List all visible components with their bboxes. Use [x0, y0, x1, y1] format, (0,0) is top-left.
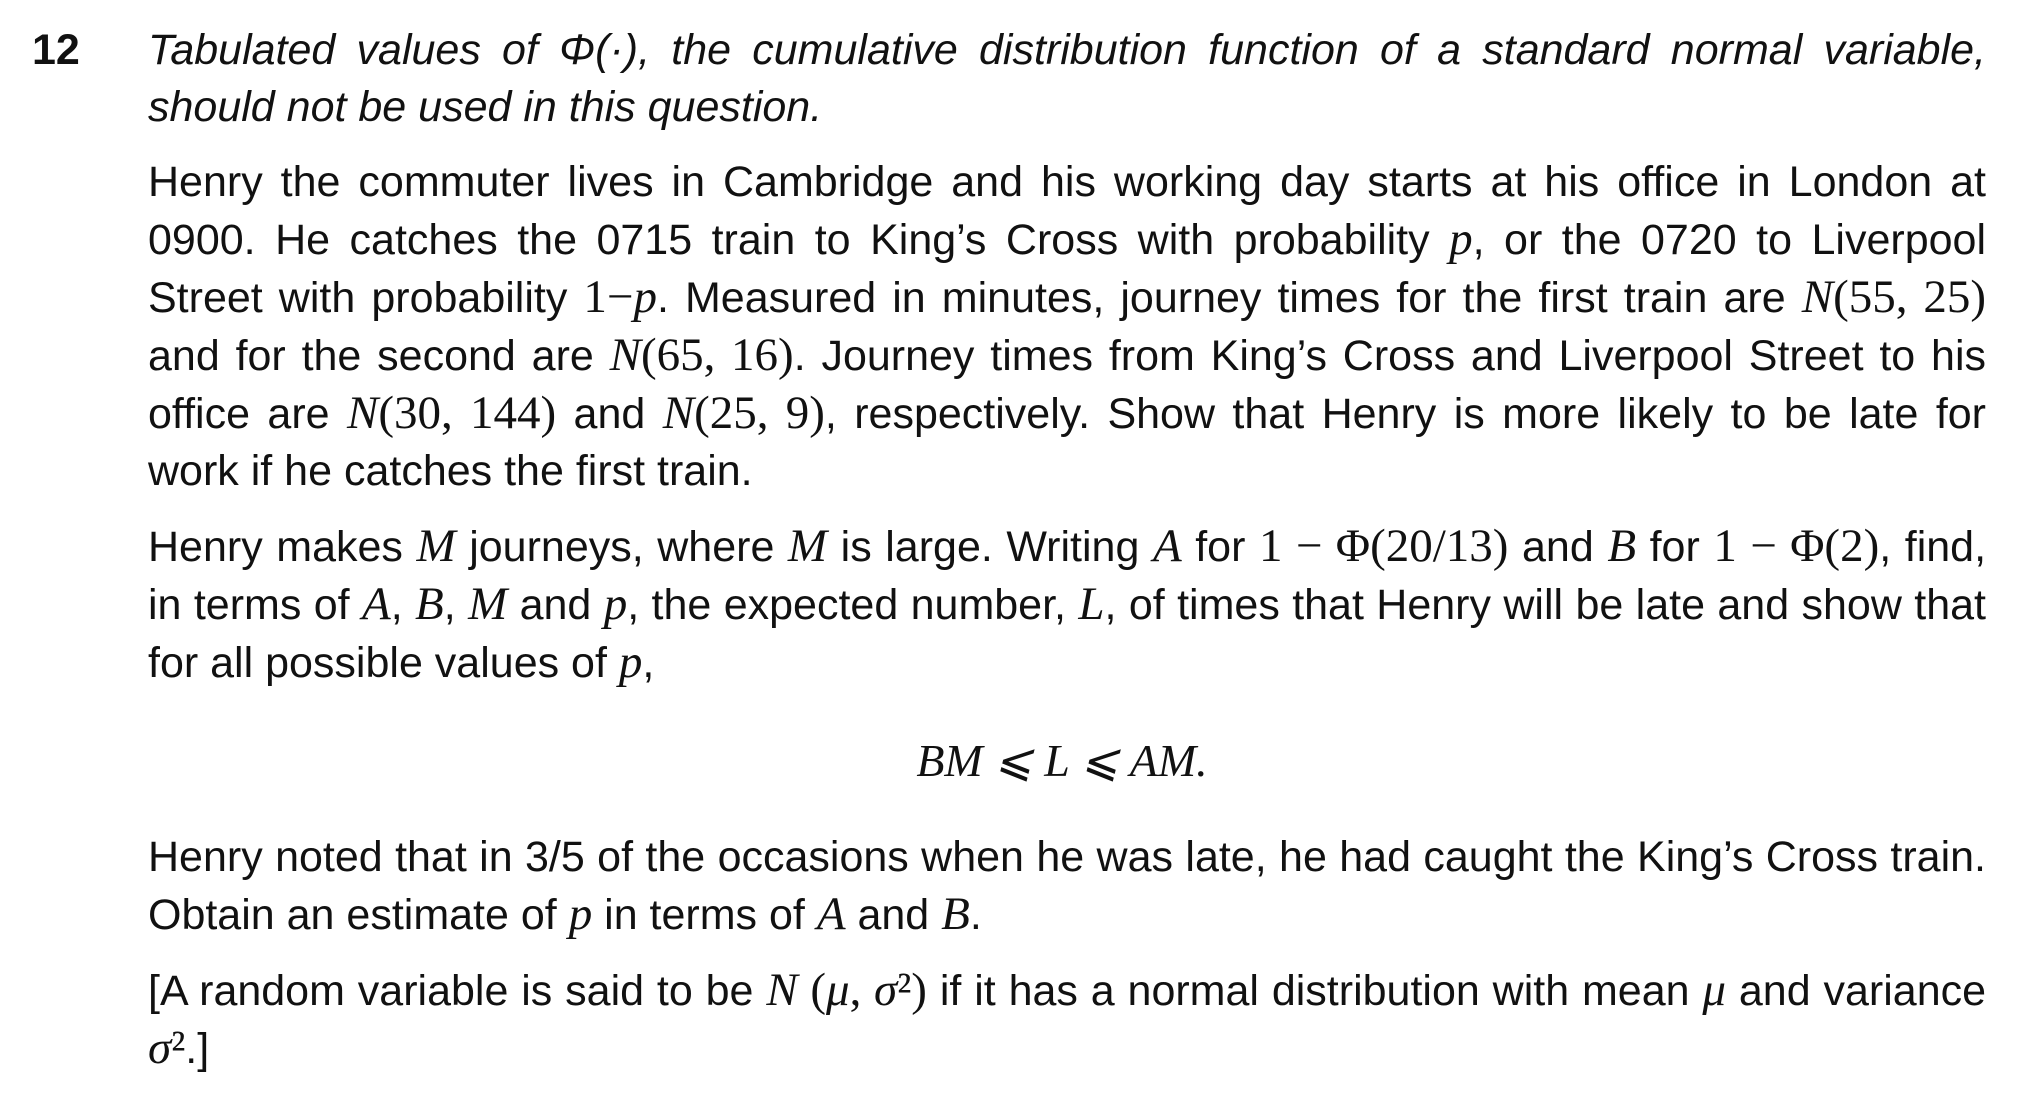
math-symbol: B: [415, 578, 444, 630]
text-run: for: [1181, 523, 1259, 571]
math-expression: (: [797, 964, 827, 1016]
text-run: Henry the commuter lives in Cambridge and his working day starts at his office in London at 0900. He catches the 0715 train to King’s Cross with probability: [148, 158, 1986, 264]
math-expression: ²): [897, 964, 927, 1016]
math-symbol: p: [1449, 213, 1473, 265]
math-symbol: N: [347, 387, 379, 439]
math-expression: 1−: [583, 271, 634, 323]
math-symbol: A: [816, 888, 846, 940]
text-run: if it has a normal distribution with mean: [926, 967, 1703, 1015]
text-run: ,: [390, 581, 416, 629]
math-expression: (55, 25): [1833, 271, 1986, 323]
paragraph-1: [148, 154, 1986, 500]
math-expression: (25, 9): [694, 387, 825, 439]
math-expression: (30, 144): [378, 387, 557, 439]
math-expression: (65, 16): [641, 329, 794, 381]
text-run: , or the 0720 to Liverpool Street with probability: [148, 216, 1986, 322]
text-run: Henry noted that in 3/5 of the occasions when he was late, he had caught the King’s Cross train. Obtain an estimate of: [148, 833, 1986, 939]
math-symbol: μ: [826, 964, 850, 1016]
math-symbol: A: [1152, 520, 1182, 572]
paragraph-4: [148, 962, 1986, 1078]
text-run: and variance: [1726, 967, 1987, 1015]
text-run: is large. Writing: [827, 523, 1153, 571]
math-expression: 1 − Φ(20/13): [1258, 520, 1509, 572]
text-run: and: [556, 390, 663, 438]
math-symbol: B: [941, 888, 970, 940]
text-run: , find, in terms of: [148, 523, 1987, 629]
text-run: . Journey times from King’s Cross and Liverpool Street to his office are: [148, 332, 1987, 438]
math-symbol: L: [1078, 578, 1105, 630]
text-run: and for the second are: [148, 332, 610, 380]
text-run: and: [845, 891, 942, 939]
math-expression: ²: [171, 1022, 186, 1074]
text-run: , of times that Henry will be late and show that for all possible values of: [148, 581, 1986, 687]
text-run: in terms of: [592, 891, 817, 939]
text-run: and: [507, 581, 604, 629]
text-run: .: [969, 891, 982, 939]
question-body: [148, 22, 1986, 1078]
math-symbol: A: [361, 578, 391, 630]
math-symbol: σ: [874, 964, 898, 1016]
math-symbol: N: [662, 387, 695, 439]
math-symbol: σ: [148, 1022, 172, 1074]
text-run: [A random variable is said to be: [148, 967, 767, 1015]
text-run: ,: [642, 639, 655, 687]
text-run: ,: [443, 581, 469, 629]
text-run: , the expected number,: [627, 581, 1079, 629]
text-run: for: [1636, 523, 1714, 571]
text-run: and: [1508, 523, 1608, 571]
text-run: .]: [185, 1025, 210, 1073]
text-run: journeys, where: [455, 523, 788, 571]
math-symbol: p: [633, 271, 657, 323]
question-number: 12: [32, 26, 80, 74]
math-symbol: M: [787, 520, 828, 572]
math-symbol: M: [416, 520, 456, 572]
math-symbol: N: [1801, 271, 1834, 323]
math-expression: 1 − Φ(2): [1713, 520, 1880, 572]
text-run: . Measured in minutes, journey times for the first train are: [656, 274, 1802, 322]
paragraph-3: [148, 829, 1986, 944]
question-intro: Tabulated values of Φ(·), the cumulative distribution function of a standard normal variable, should not be used in this question.: [148, 26, 1986, 131]
math-symbol: p: [603, 578, 628, 630]
math-symbol: N: [766, 964, 798, 1016]
text-run: Henry makes: [148, 523, 417, 571]
math-symbol: B: [1607, 520, 1637, 572]
math-symbol: p: [618, 636, 643, 688]
math-symbol: μ: [1702, 964, 1727, 1016]
text-run: , respectively. Show that Henry is more likely to be late for work if he catches the first train.: [148, 390, 1987, 495]
math-symbol: M: [468, 578, 508, 630]
paragraph-2: [148, 518, 1986, 692]
math-expression: ,: [849, 964, 875, 1016]
display-equation: BM ⩽ L ⩽ AM.: [916, 735, 1208, 786]
math-symbol: p: [568, 888, 593, 940]
math-symbol: N: [609, 329, 641, 381]
